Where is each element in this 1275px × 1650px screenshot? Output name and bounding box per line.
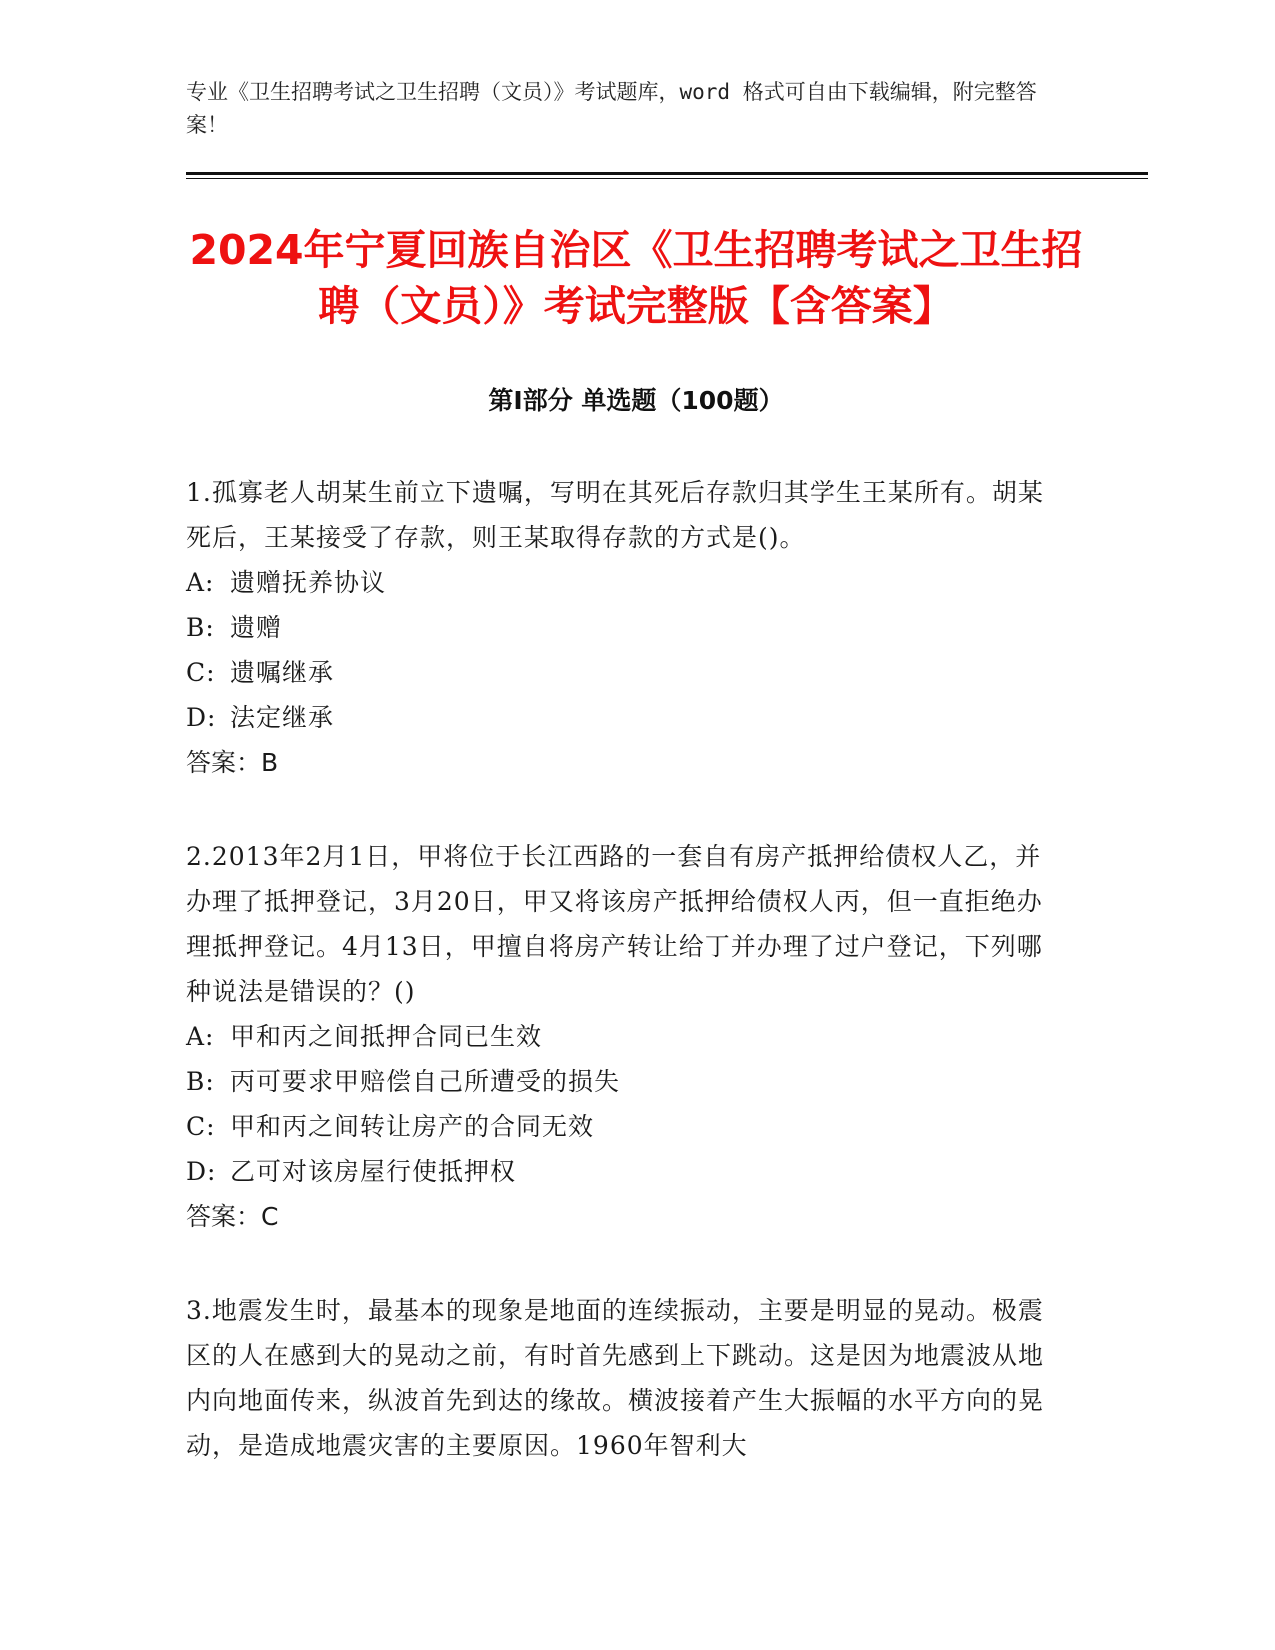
option-b (186, 1059, 1066, 1104)
header-divider-thick (186, 172, 1148, 175)
option-text: 遗嘱继承 (230, 658, 335, 687)
document-title: 2024年宁夏回族自治区《卫生招聘考试之卫生招聘（文员）》考试完整版【含答案】 (189, 226, 1083, 330)
answer-line: 答案：B (186, 748, 279, 777)
question-stem: 1.孤寡老人胡某生前立下遗嘱，写明在其死后存款归其学生王某所有。胡某死后，王某接受了存款，则王某取得存款的方式是()。 (186, 478, 1044, 552)
header-divider-thin (186, 178, 1148, 179)
option-c (186, 1104, 1066, 1149)
option-letter: A: (186, 568, 215, 597)
question-stem: 3.地震发生时，最基本的现象是地面的连续振动，主要是明显的晃动。极震区的人在感到大的晃动之前，有时首先感到上下跳动。这是因为地震波从地内向地面传来，纵波首先到达的缘故。横波接着产生大振幅的水平方向的晃动，是造成地震灾害的主要原因。1960年智利大 (186, 1296, 1045, 1460)
option-text: 遗赠抚养协议 (230, 568, 387, 597)
option-text: 法定继承 (230, 703, 335, 732)
option-letter: D: (186, 703, 217, 732)
answer-line: 答案：C (186, 1202, 279, 1231)
option-c (186, 650, 1066, 695)
option-text: 乙可对该房屋行使抵押权 (230, 1157, 517, 1186)
option-letter: C: (186, 658, 216, 687)
option-text: 甲和丙之间转让房产的合同无效 (230, 1112, 595, 1141)
option-d (186, 1149, 1066, 1194)
option-text: 遗赠 (230, 613, 283, 642)
option-b (186, 605, 1066, 650)
question-2 (186, 834, 1066, 1239)
question-3 (186, 1288, 1066, 1468)
option-text: 甲和丙之间抵押合同已生效 (230, 1022, 543, 1051)
option-d (186, 695, 1066, 740)
question-1 (186, 470, 1066, 785)
option-letter: D: (186, 1157, 217, 1186)
option-a (186, 1014, 1066, 1059)
option-letter: A: (186, 1022, 215, 1051)
option-text: 丙可要求甲赔偿自己所遭受的损失 (230, 1067, 621, 1096)
option-letter: C: (186, 1112, 216, 1141)
option-letter: B: (186, 613, 215, 642)
option-letter: B: (186, 1067, 215, 1096)
header-note: 专业《卫生招聘考试之卫生招聘（文员）》考试题库，word 格式可自由下载编辑，附完整答案！ (186, 80, 1037, 137)
option-a (186, 560, 1066, 605)
question-stem: 2.2013年2月1日，甲将位于长江西路的一套自有房产抵押给债权人乙，并办理了抵押登记，3月20日，甲又将该房产抵押给债权人丙，但一直拒绝办理抵押登记。4月13日，甲擅自将房产转让给丁并办理了过户登记，下列哪种说法是错误的？() (186, 842, 1043, 1006)
section-heading: 第Ⅰ部分 单选题（100题） (488, 386, 784, 415)
